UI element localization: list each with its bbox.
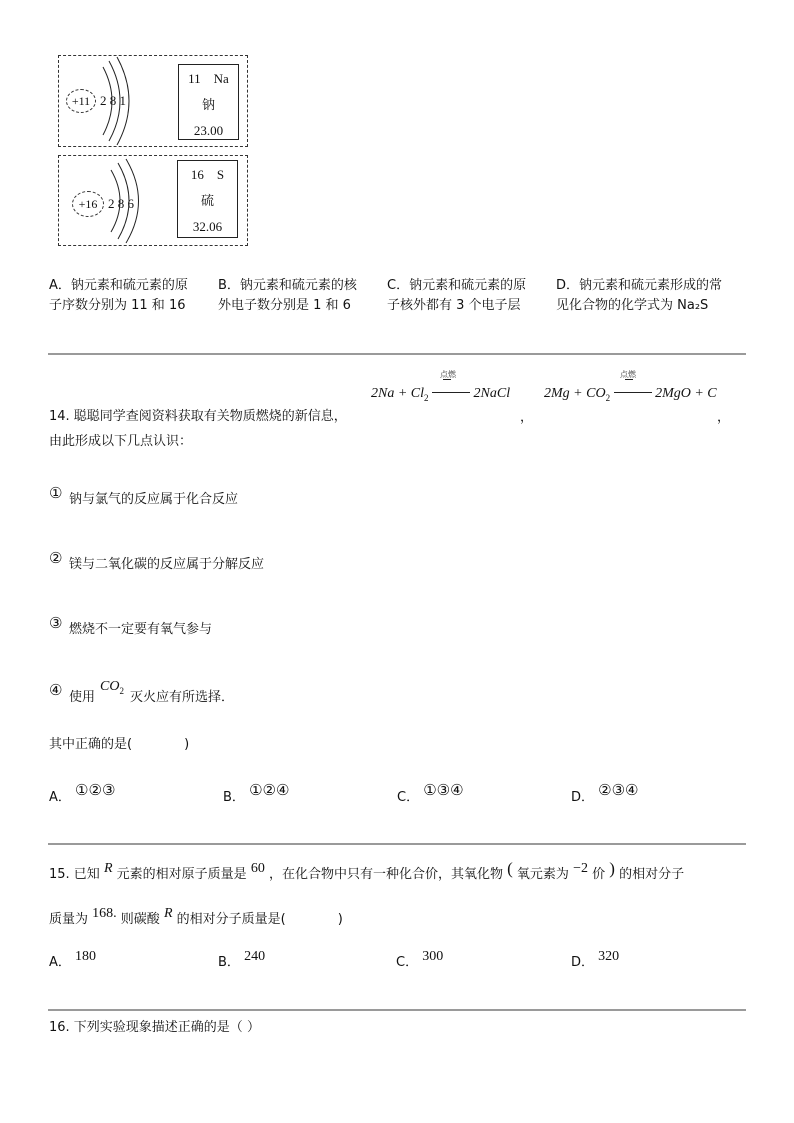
q15-stem-2: 质量为 168. 则碳酸 R 的相对分子质量是( ) [49, 906, 343, 927]
q13-option-b-line2: 外电子数分别是 1 和 6 [218, 298, 351, 313]
sulfur-nucleus: +16 [72, 191, 104, 217]
statement-4-formula: $CO_2$ [100, 679, 124, 696]
q13-option-d-line2: 见化合物的化学式为 Na₂S [556, 298, 709, 313]
sulfur-element-card [177, 160, 238, 238]
q13-option-d-line1: D．钠元素和硫元素形成的常 [556, 278, 723, 293]
q13-option-b[interactable] [218, 278, 357, 314]
q14-comma-2: ， [717, 410, 731, 425]
sodium-shell-electrons: 2 8 1 [100, 93, 126, 108]
eq2-equal-mark [625, 379, 633, 380]
divider [48, 1009, 746, 1011]
q14-option-c[interactable]: C． ①③④ [397, 781, 464, 805]
sodium-symbol: Na [213, 71, 229, 86]
q14-option-b[interactable]: B． ①②④ [223, 781, 290, 805]
sodium-atomic-number: 11 [188, 71, 201, 86]
sulfur-symbol: S [216, 167, 225, 182]
statement-3-text: 燃烧不一定要有氧气参与 [69, 622, 213, 637]
statement-2-text: 镁与二氧化碳的反应属于分解反应 [69, 557, 265, 572]
q14-option-d[interactable]: D． ②③④ [571, 781, 639, 805]
statement-4-mark: ④ [49, 681, 63, 699]
equation-na-cl: $2Na + Cl_2$ 2NaCl [371, 386, 511, 403]
q13-option-a-line2: 子序数分别为 11 和 16 [49, 298, 186, 313]
q14-option-a[interactable]: A． ①②③ [49, 781, 116, 805]
sodium-mass: 23.00 [193, 123, 224, 138]
divider [48, 843, 746, 845]
sulfur-mass: 32.06 [192, 219, 223, 234]
sodium-number-symbol [179, 66, 238, 92]
sodium-element-card [178, 64, 239, 140]
statement-1-mark: ① [49, 484, 63, 502]
sulfur-electron-shells [103, 156, 163, 246]
q13-option-b-line1: B．钠元素和硫元素的核 [218, 278, 357, 293]
sulfur-number-symbol [178, 162, 237, 188]
statement-3-mark: ③ [49, 614, 63, 632]
statement-4-text-post: 灭火应有所选择． [130, 690, 235, 705]
statement-2-mark: ② [49, 549, 63, 567]
q14-stem: 14. 聪聪同学查阅资料获取有关物质燃烧的新信息， [49, 409, 347, 424]
q14-comma-1: ， [520, 410, 534, 425]
q13-option-d[interactable] [556, 278, 722, 314]
statement-1-text: 钠与氯气的反应属于化合反应 [69, 492, 239, 507]
eq2-condition: 点燃 [620, 370, 636, 379]
q14-stem-2: 由此形成以下几点认识： [49, 434, 193, 449]
q15-option-d[interactable]: D． 320 [571, 949, 620, 970]
divider [48, 353, 746, 355]
q15-option-c[interactable]: C． 300 [396, 949, 444, 970]
q13-option-c-line2: 子核外都有 3 个电子层 [387, 298, 521, 313]
sodium-name: 钠 [201, 97, 215, 112]
q16-stem: 16. 下列实验现象描述正确的是（ ） [49, 1020, 260, 1035]
sulfur-shell-electrons: 2 8 6 [108, 196, 134, 211]
sodium-nucleus: +11 [66, 89, 96, 113]
q13-option-c-line1: C．钠元素和硫元素的原 [387, 278, 527, 293]
q15-option-a[interactable]: A． 180 [49, 949, 97, 970]
equation-mg-co2: $2Mg + CO_2$ 2MgO + C [544, 386, 717, 403]
q13-option-a-line1: A．钠元素和硫元素的原 [49, 278, 188, 293]
eq1-condition: 点燃 [440, 370, 456, 379]
sulfur-name: 硫 [200, 193, 214, 208]
eq1-equal-mark [443, 379, 451, 380]
sodium-electron-shells [95, 55, 145, 147]
q15-option-b[interactable]: B． 240 [218, 949, 266, 970]
statement-4-text-pre: 使用 [69, 690, 96, 705]
q13-option-c[interactable] [387, 278, 526, 314]
q13-option-a[interactable] [49, 278, 188, 314]
sulfur-atomic-number: 16 [190, 167, 204, 182]
q14-question: 其中正确的是( ) [49, 737, 190, 752]
q15-stem: 15. 已知 R 元素的相对原子质量是 60 ，在化合物中只有一种化合价，其氧化物 ( 氧元素为 −2 价 ) 的相对分子 [49, 859, 685, 882]
